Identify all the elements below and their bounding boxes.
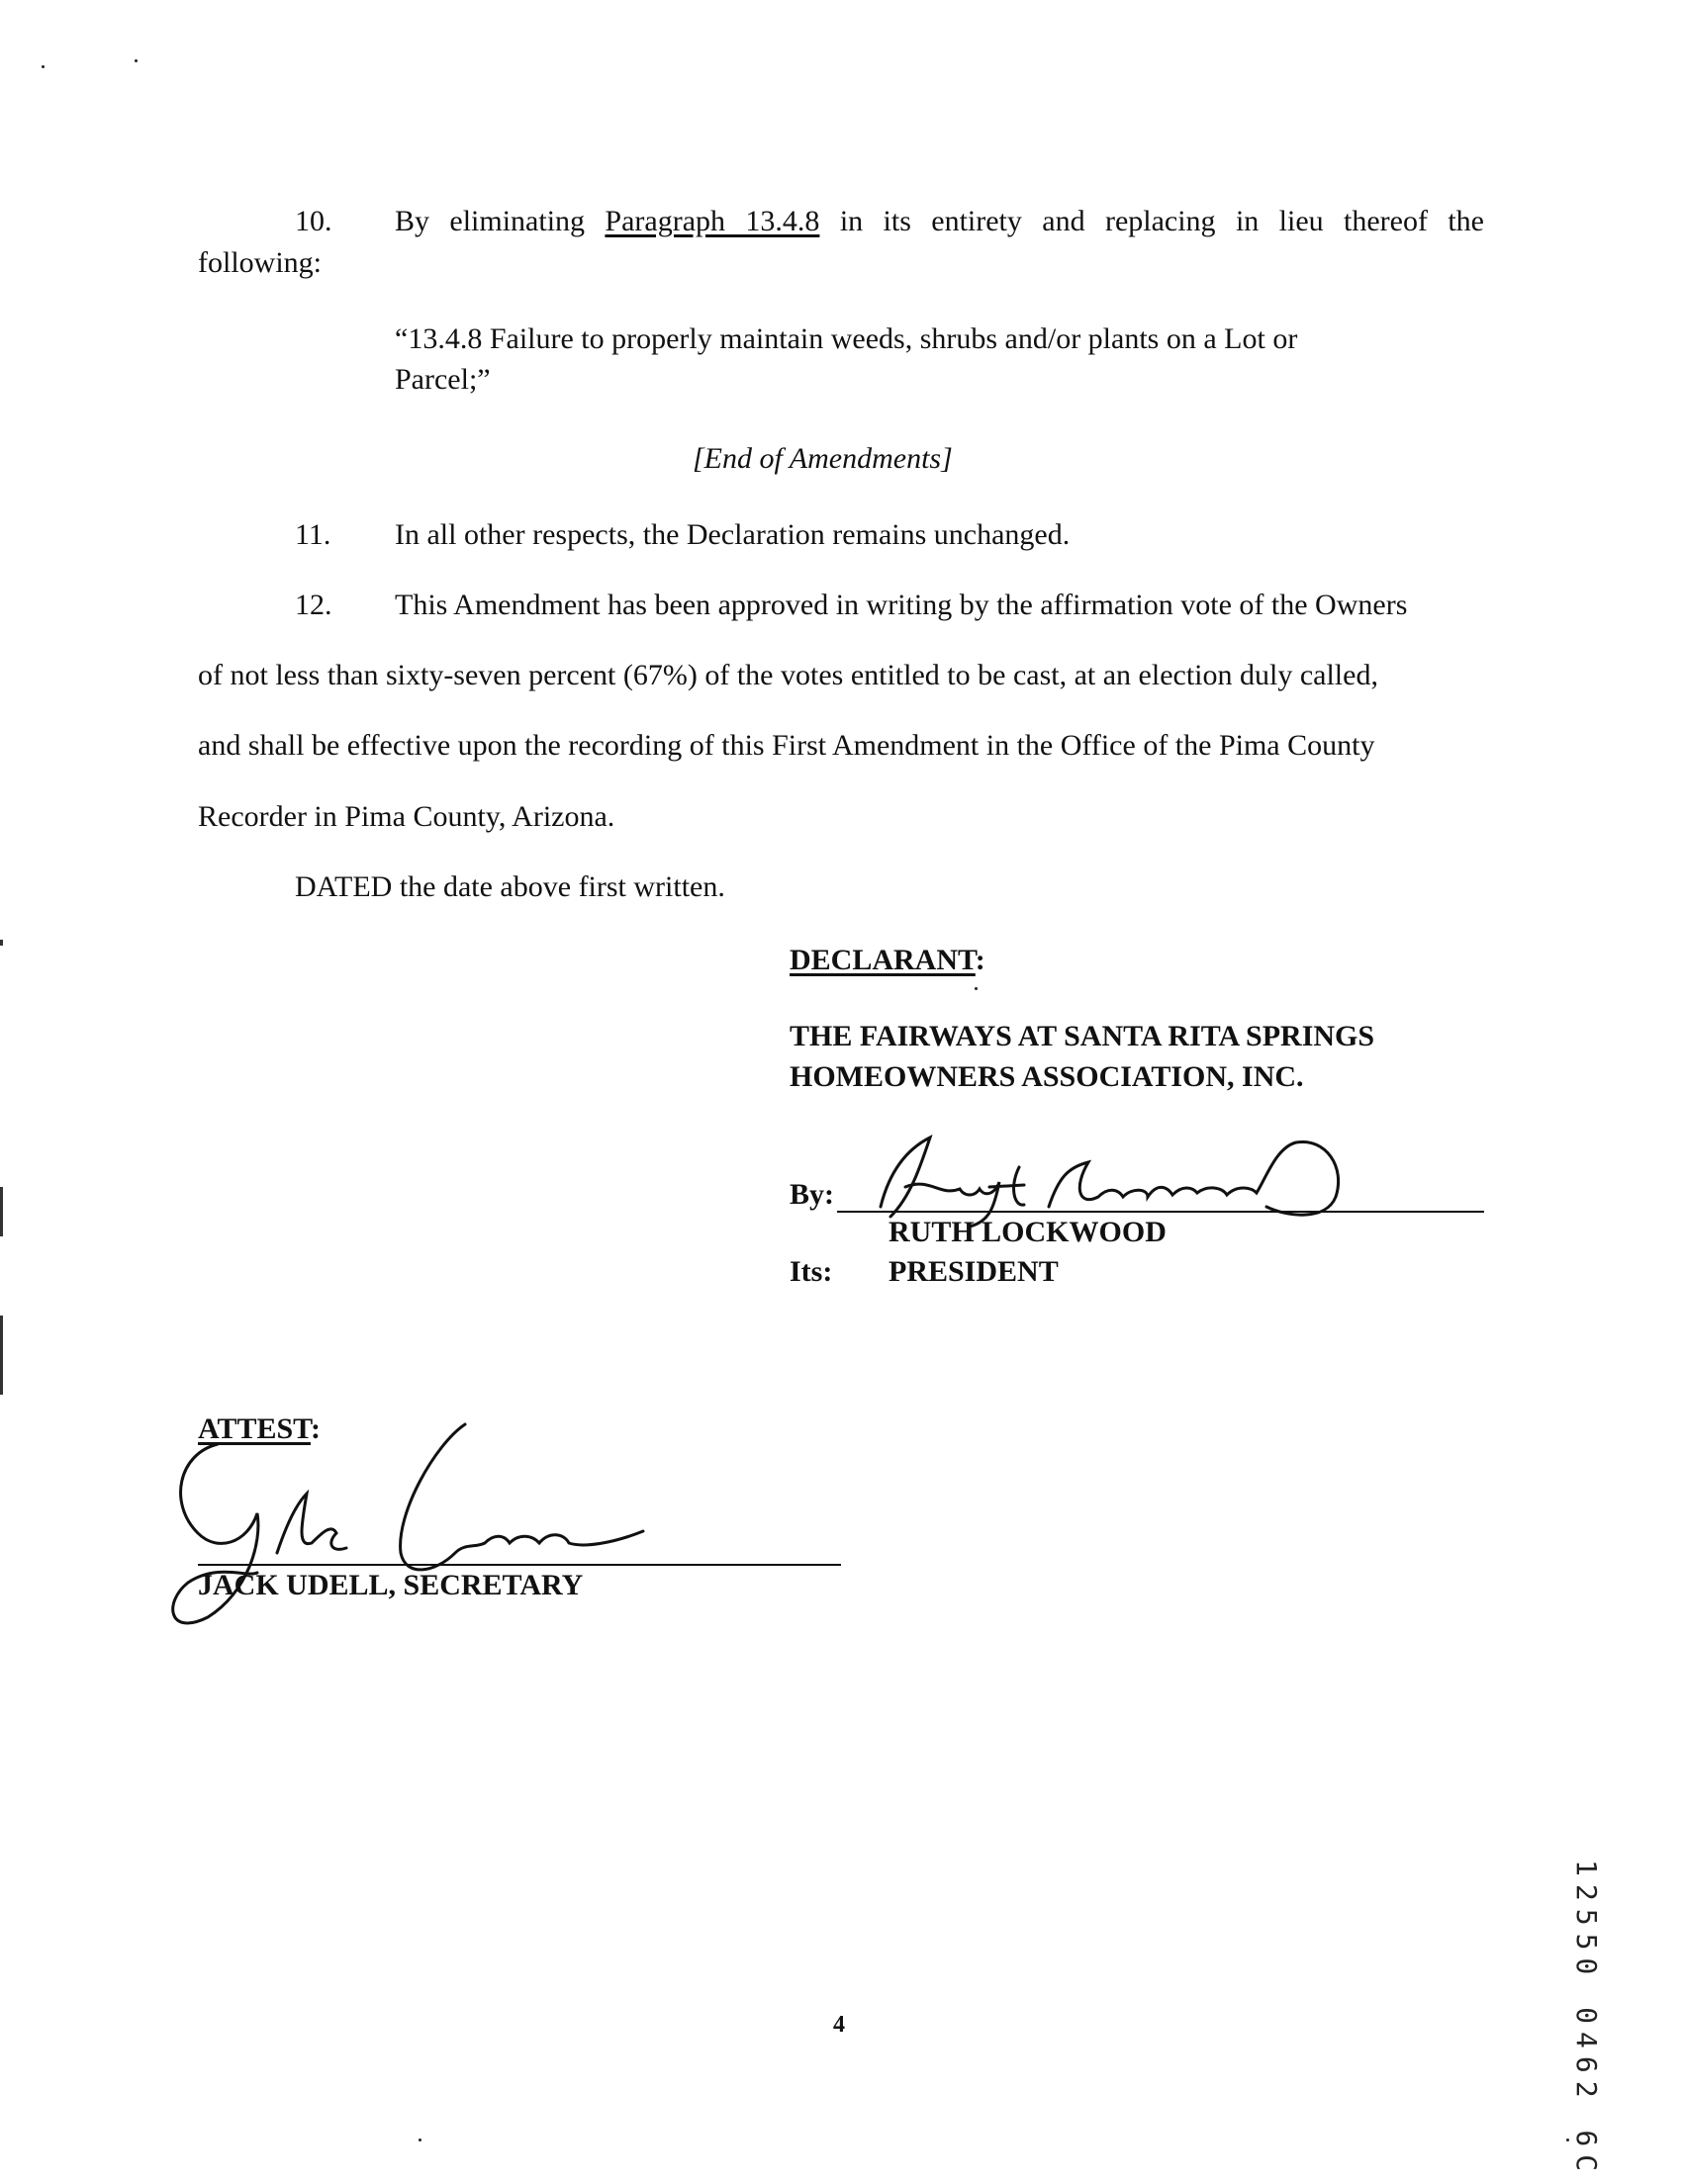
scan-edge-mark: [0, 940, 3, 946]
scan-speck: [135, 59, 138, 62]
its-label: Its:: [790, 1255, 833, 1288]
page-number: 4: [833, 2012, 845, 2038]
paragraph-12-line1: This Amendment has been approved in writing by the affirmation vote of the Owners: [395, 589, 1408, 621]
p10-text-before: By eliminating: [395, 205, 586, 237]
scan-speck: [975, 987, 978, 990]
paragraph-11-text: In all other respects, the Declaration remains unchanged.: [395, 518, 1071, 551]
scan-speck: [419, 2138, 421, 2141]
secretary-signature-image: [158, 1405, 673, 1642]
attest-colon: :: [310, 1412, 321, 1445]
end-of-amendments-marker: [End of Amendments]: [693, 442, 953, 475]
organization-name-line1: THE FAIRWAYS AT SANTA RITA SPRINGS: [790, 1020, 1375, 1052]
item-number-11: 11.: [295, 518, 331, 551]
dated-clause: DATED the date above first written.: [295, 870, 725, 903]
secretary-name: JACK UDELL, SECRETARY: [198, 1569, 584, 1601]
scan-speck: [1566, 2138, 1569, 2141]
scan-edge-mark: [0, 1187, 3, 1236]
recording-stamp: 12550 0462 6C: [1570, 1860, 1603, 2180]
organization-name-line2: HOMEOWNERS ASSOCIATION, INC.: [790, 1060, 1304, 1093]
declarant-label: DECLARANT: [790, 944, 976, 976]
signer-title: PRESIDENT: [889, 1255, 1059, 1288]
paragraph-12-line4: Recorder in Pima County, Arizona.: [198, 800, 615, 833]
attest-label: ATTEST: [198, 1412, 311, 1445]
paragraph-10-continuation: following:: [198, 246, 322, 279]
declarant-colon: :: [975, 944, 985, 976]
signer-name: RUTH LOCKWOOD: [889, 1216, 1167, 1248]
item-number-12: 12.: [295, 589, 332, 621]
declarant-heading: [790, 943, 985, 978]
scan-speck: [42, 65, 45, 68]
p10-text-after: in its entirety and replacing in lieu thereof the: [839, 205, 1484, 237]
scan-edge-mark: [0, 1316, 3, 1395]
replacement-quote-line1: “13.4.8 Failure to properly maintain weeds, shrubs and/or plants on a Lot or: [395, 322, 1298, 355]
paragraph-reference-13-4-8: Paragraph 13.4.8: [605, 205, 820, 237]
by-label: By:: [790, 1178, 834, 1211]
paragraph-12-line3: and shall be effective upon the recording of this First Amendment in the Office of the Pima County: [198, 729, 1375, 762]
paragraph-10-line1: [395, 204, 1484, 239]
item-number-10: 10.: [295, 205, 332, 237]
replacement-quote-line2: Parcel;”: [395, 363, 491, 396]
paragraph-12-line2: of not less than sixty-seven percent (67%) of the votes entitled to be cast, at an election duly called,: [198, 659, 1378, 691]
